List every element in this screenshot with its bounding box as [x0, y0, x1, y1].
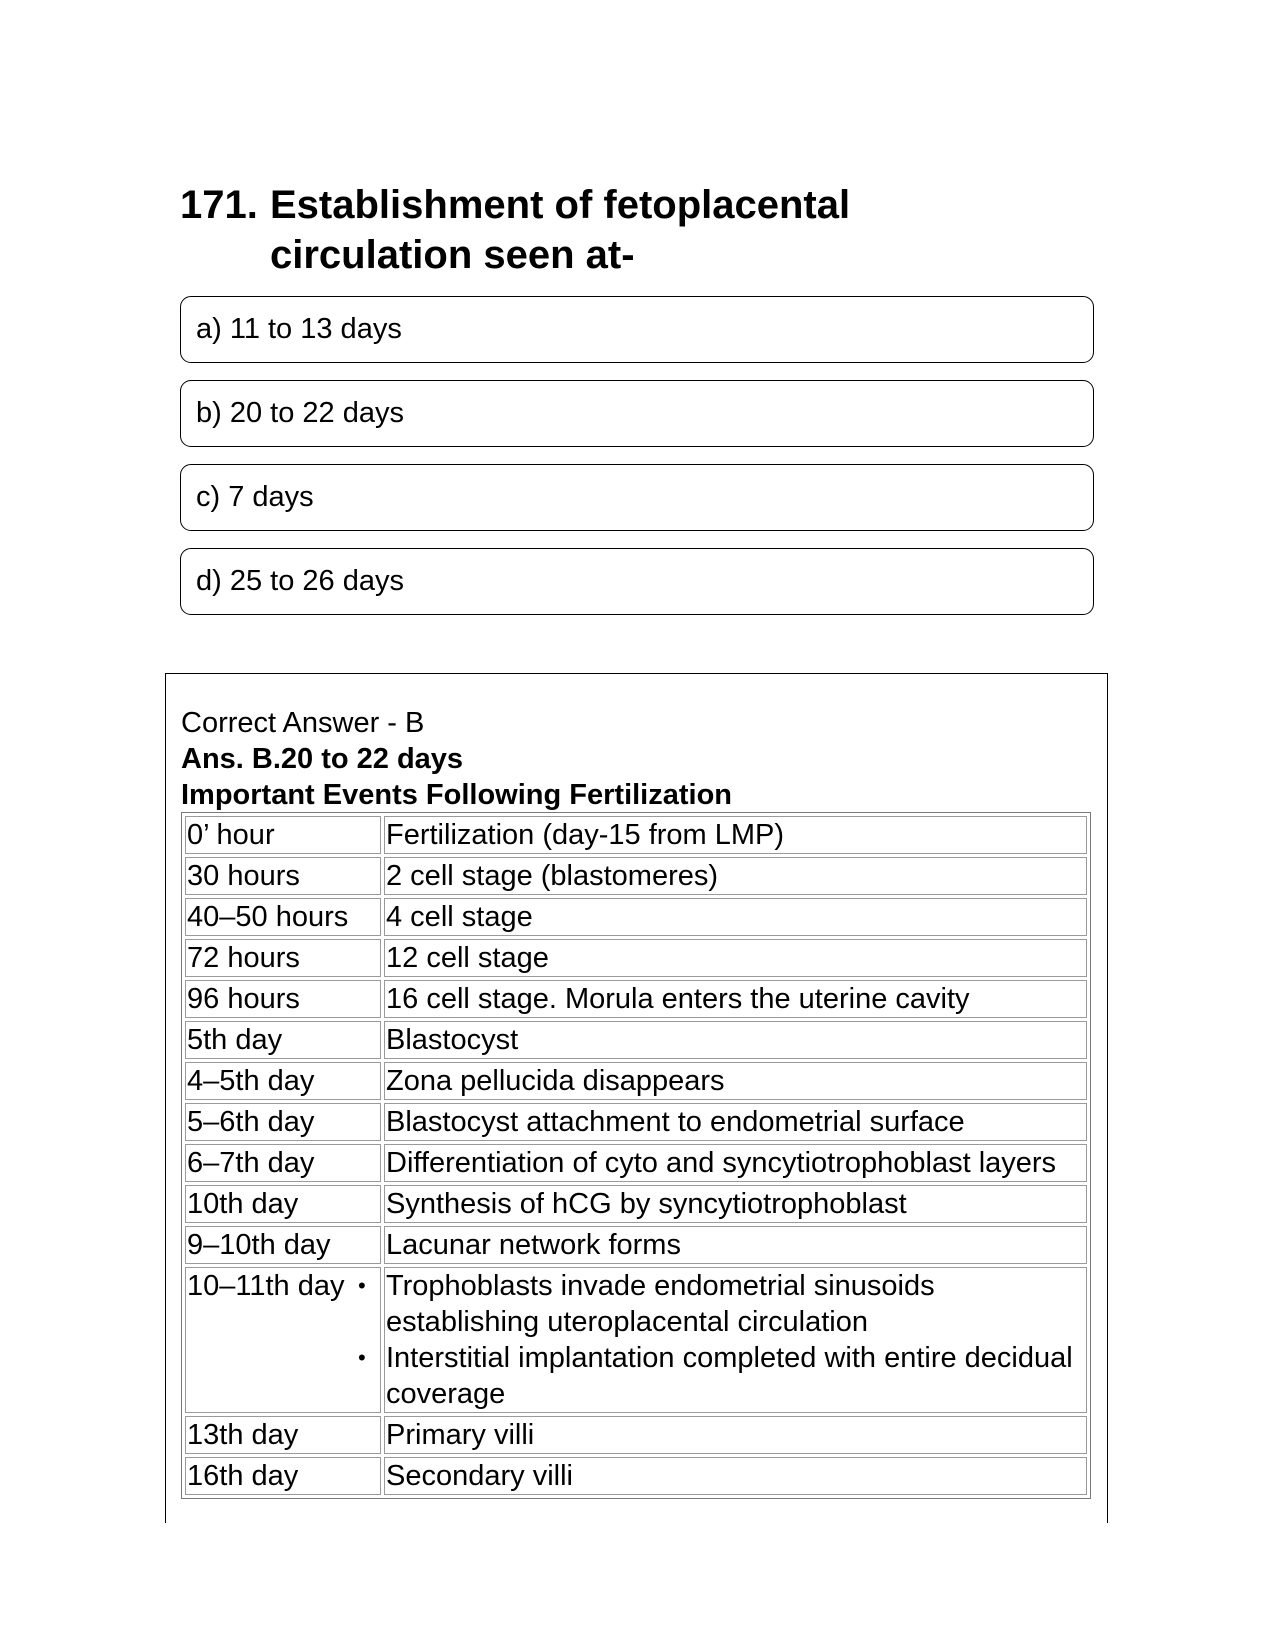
table-row	[185, 1416, 1087, 1454]
table-row	[185, 1021, 1087, 1059]
event-cell: Blastocyst attachment to endometrial surface	[384, 1103, 1087, 1141]
time-cell: 5–6th day	[185, 1103, 381, 1141]
time-cell: 6–7th day	[185, 1144, 381, 1182]
events-title: Important Events Following Fertilization	[181, 779, 733, 811]
time-cell: 9–10th day	[185, 1226, 381, 1264]
list-item	[358, 1268, 1085, 1340]
time-cell: 96 hours	[185, 980, 381, 1018]
question-text: Establishment of fetoplacental circulation seen at-	[270, 183, 851, 277]
event-cell: 2 cell stage (blastomeres)	[384, 857, 1087, 895]
event-cell: Blastocyst	[384, 1021, 1087, 1059]
event-cell: Synthesis of hCG by syncytiotrophoblast	[384, 1185, 1087, 1223]
table-row	[185, 1457, 1087, 1495]
bullet-icon: •	[358, 1273, 366, 1298]
event-cell: 12 cell stage	[384, 939, 1087, 977]
event-cell: Lacunar network forms	[384, 1226, 1087, 1264]
event-cell: 16 cell stage. Morula enters the uterine cavity	[384, 980, 1087, 1018]
option-a[interactable]: a) 11 to 13 days	[180, 296, 1094, 363]
question-number: 171.	[180, 183, 258, 227]
table-row	[185, 898, 1087, 936]
time-cell: 13th day	[185, 1416, 381, 1454]
time-cell: 10th day	[185, 1185, 381, 1223]
option-b[interactable]: b) 20 to 22 days	[180, 380, 1094, 447]
event-bullet-list	[358, 1268, 1085, 1412]
table-row	[185, 939, 1087, 977]
event-cell: 4 cell stage	[384, 898, 1087, 936]
time-cell: 5th day	[185, 1021, 381, 1059]
time-cell: 30 hours	[185, 857, 381, 895]
event-cell: Secondary villi	[384, 1457, 1087, 1495]
answer-explanation-box	[165, 673, 1108, 1523]
time-cell: 40–50 hours	[185, 898, 381, 936]
table-row	[185, 857, 1087, 895]
table-row	[185, 1267, 1087, 1413]
list-item-text: Trophoblasts invade endometrial sinusoids establishing uteroplacental circulation	[386, 1270, 935, 1338]
time-cell: 72 hours	[185, 939, 381, 977]
list-item-text: Interstitial implantation completed with entire decidual coverage	[386, 1342, 1073, 1410]
event-cell: Differentiation of cyto and syncytiotrophoblast layers	[384, 1144, 1087, 1182]
table-row	[185, 1062, 1087, 1100]
events-table	[181, 812, 1091, 1499]
correct-answer-label: Correct Answer - B	[181, 707, 425, 739]
event-cell-bulleted	[358, 1267, 1087, 1413]
time-cell: 4–5th day	[185, 1062, 381, 1100]
bullet-icon: •	[358, 1345, 366, 1370]
event-cell: Primary villi	[384, 1416, 1087, 1454]
option-d[interactable]: d) 25 to 26 days	[180, 548, 1094, 615]
answer-line: Ans. B.20 to 22 days	[181, 743, 464, 775]
table-row	[185, 1144, 1087, 1182]
time-cell: 10–11th day	[185, 1267, 381, 1413]
option-c[interactable]: c) 7 days	[180, 464, 1094, 531]
event-cell: Zona pellucida disappears	[384, 1062, 1087, 1100]
list-item	[358, 1340, 1085, 1412]
table-row	[185, 1226, 1087, 1264]
table-row	[185, 1103, 1087, 1141]
table-row	[185, 816, 1087, 854]
table-row	[185, 1185, 1087, 1223]
time-cell: 0’ hour	[185, 816, 381, 854]
time-cell: 16th day	[185, 1457, 381, 1495]
event-cell: Fertilization (day-15 from LMP)	[384, 816, 1087, 854]
table-row	[185, 980, 1087, 1018]
